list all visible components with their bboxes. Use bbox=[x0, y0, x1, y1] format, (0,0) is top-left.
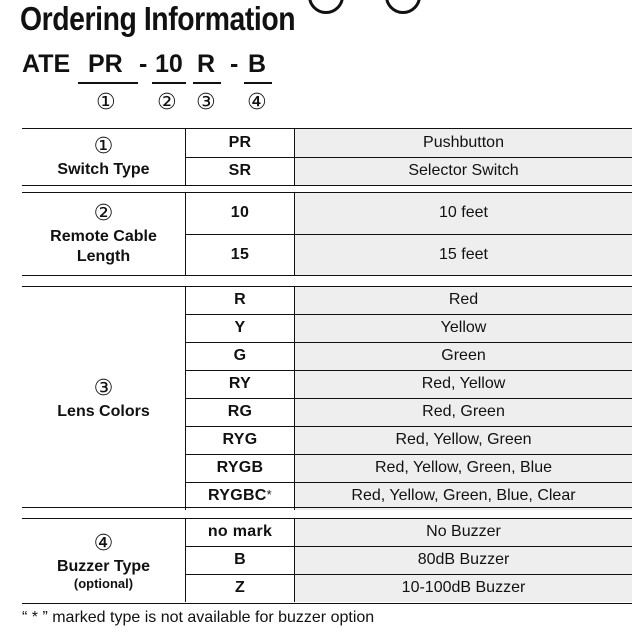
section-marker: ③ bbox=[93, 375, 114, 401]
option-desc: Selector Switch bbox=[295, 157, 633, 185]
section-label-text: Buzzer Type bbox=[56, 557, 151, 575]
option-desc: Green bbox=[295, 342, 633, 370]
code-prefix: ATE bbox=[22, 50, 71, 78]
option-desc: Pushbutton bbox=[295, 129, 633, 157]
code-seg3: R bbox=[197, 50, 216, 78]
section-rule bbox=[22, 507, 632, 508]
option-code: RG bbox=[186, 398, 295, 426]
option-code: RYGB bbox=[186, 454, 295, 482]
option-code: G bbox=[186, 342, 295, 370]
section-marker: ④ bbox=[93, 530, 114, 556]
section-label-text: Switch Type bbox=[57, 161, 150, 178]
section-marker: ① bbox=[93, 134, 114, 159]
code-dash2: - bbox=[230, 50, 239, 78]
code-seg1: PR bbox=[88, 50, 123, 78]
decorative-circle-icon bbox=[385, 0, 421, 14]
footnote: “ * ” marked type is not available for buzzer option bbox=[22, 609, 375, 626]
page-title: Ordering Information bbox=[20, 0, 296, 37]
option-code: B bbox=[186, 546, 295, 574]
section-label-text: Length bbox=[76, 248, 131, 265]
code-seg2: 10 bbox=[155, 50, 183, 78]
option-code: R bbox=[186, 287, 295, 314]
section-switch-type bbox=[22, 129, 632, 185]
section-lens-colors bbox=[22, 287, 632, 510]
code-underline bbox=[244, 82, 272, 84]
section-label bbox=[22, 129, 186, 185]
section-rule bbox=[22, 603, 632, 604]
section-label-text: Remote Cable bbox=[50, 228, 157, 245]
option-desc: Red, Yellow, Green, Blue, Clear bbox=[295, 482, 633, 510]
decorative-circle-icon bbox=[308, 0, 344, 14]
code-dash1: - bbox=[139, 50, 148, 78]
option-code: 15 bbox=[186, 234, 295, 275]
code-seg4: B bbox=[248, 50, 267, 78]
option-desc: Red bbox=[295, 287, 633, 314]
section-label-text: Lens Colors bbox=[57, 402, 150, 420]
option-code: 10 bbox=[186, 193, 295, 234]
section-rule bbox=[22, 275, 632, 276]
option-desc: Red, Yellow, Green bbox=[295, 426, 633, 454]
option-code: no mark bbox=[186, 519, 295, 546]
code-underline bbox=[152, 82, 186, 84]
section-buzzer-type bbox=[22, 519, 632, 602]
option-code: RY bbox=[186, 370, 295, 398]
code-underline bbox=[193, 82, 221, 84]
section-sublabel: (optional) bbox=[73, 575, 134, 591]
option-code-star: * bbox=[266, 487, 273, 503]
option-code: Y bbox=[186, 314, 295, 342]
section-cable-length bbox=[22, 193, 632, 275]
section-marker: ② bbox=[93, 201, 114, 226]
option-desc: 80dB Buzzer bbox=[295, 546, 633, 574]
option-code: RYG bbox=[186, 426, 295, 454]
option-desc: No Buzzer bbox=[295, 519, 633, 546]
option-desc: 10 feet bbox=[295, 193, 633, 234]
section-label bbox=[22, 519, 186, 602]
option-desc: Red, Yellow bbox=[295, 370, 633, 398]
section-label bbox=[22, 287, 186, 510]
option-desc: Yellow bbox=[295, 314, 633, 342]
code-marker-2: ② bbox=[157, 90, 177, 115]
option-code: SR bbox=[186, 157, 295, 185]
option-desc: 15 feet bbox=[295, 234, 633, 275]
option-code: Z bbox=[186, 574, 295, 602]
code-marker-1: ① bbox=[96, 90, 116, 115]
option-desc: 10-100dB Buzzer bbox=[295, 574, 633, 602]
code-marker-3: ③ bbox=[196, 90, 216, 115]
section-rule bbox=[22, 185, 632, 186]
option-code bbox=[186, 482, 295, 510]
option-desc: Red, Green bbox=[295, 398, 633, 426]
option-code: PR bbox=[186, 129, 295, 157]
code-marker-4: ④ bbox=[247, 90, 267, 115]
code-underline bbox=[78, 82, 138, 84]
option-desc: Red, Yellow, Green, Blue bbox=[295, 454, 633, 482]
option-code-text: RYGBC bbox=[207, 487, 267, 505]
section-label bbox=[22, 193, 186, 275]
